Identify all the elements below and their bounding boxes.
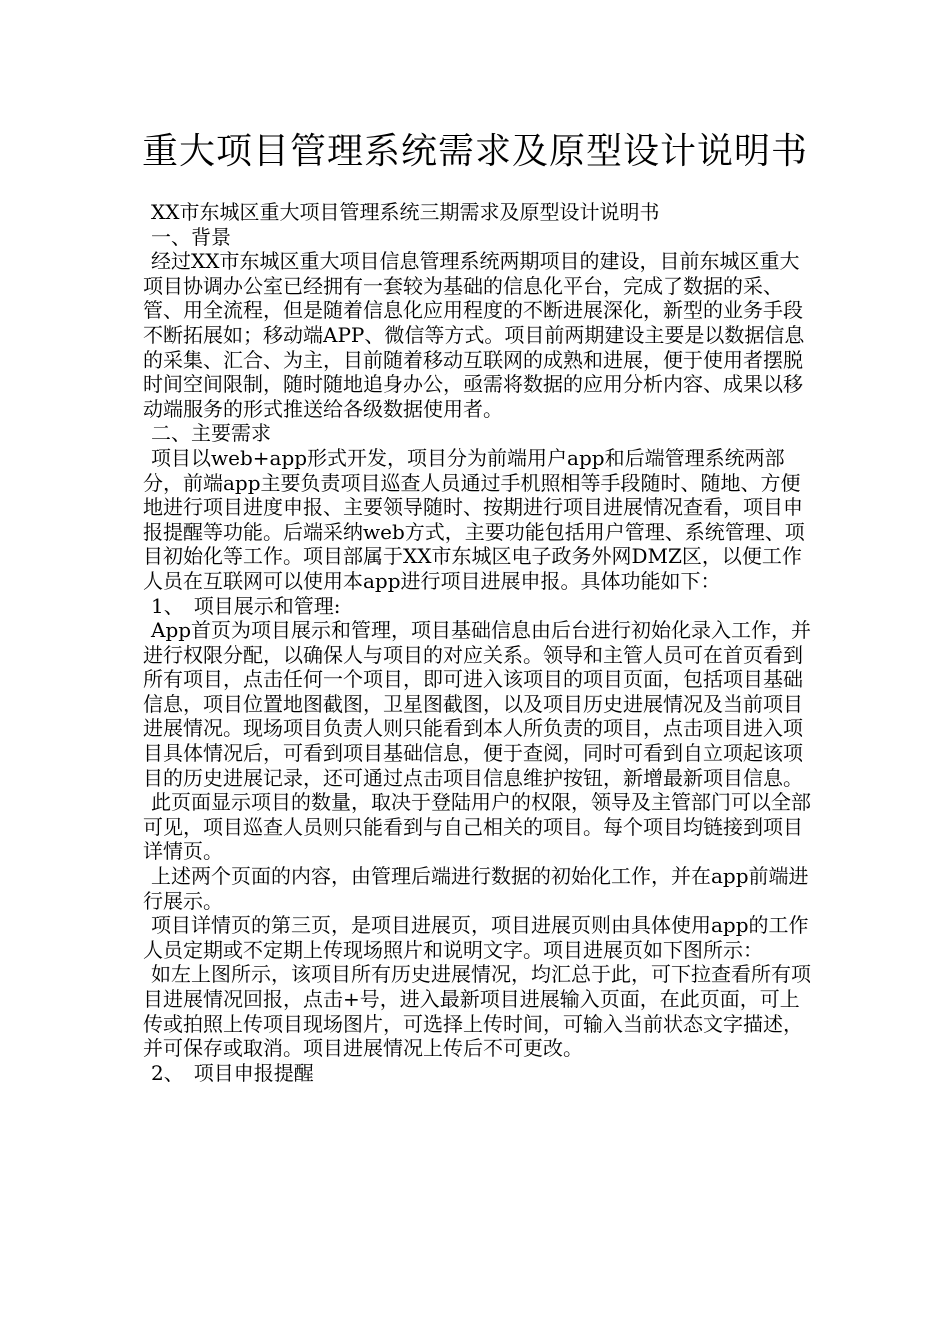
project-count-paragraph: 此页面显示项目的数量，取决于登陆用户的权限，领导及主管部门可以全部可见，项目巡查人员则只能看到与自己相关的项目。每个项目均链接到项目详情页。 bbox=[143, 790, 811, 864]
document-title: 重大项目管理系统需求及原型设计说明书 bbox=[141, 131, 808, 172]
progress-history-paragraph: 如左上图所示，该项目所有历史进展情况，均汇总于此，可下拉查看所有项目进展情况回报，点击+号，进入最新项目进展输入页面，在此页面，可上传或拍照上传项目现场图片，可选择上传时间，可输入当前状态文字描述，并可保存或取消。项目进展情况上传后不可更改。 bbox=[143, 962, 811, 1061]
subsection-heading-reminder: 2、 项目申报提醒 bbox=[151, 1060, 314, 1085]
progress-page-paragraph: 项目详情页的第三页，是项目进展页，项目进展页则由具体使用app的工作人员定期或不定期上传现场照片和说明文字。项目进展页如下图所示： bbox=[143, 913, 809, 962]
initialization-paragraph: 上述两个页面的内容，由管理后端进行数据的初始化工作，并在app前端进行展示。 bbox=[143, 864, 809, 913]
project-display-paragraph: App首页为项目展示和管理，项目基础信息由后台进行初始化录入工作，并进行权限分配，以确保人与项目的对应关系。领导和主管人员可在首页看到所有项目，点击任何一个项目，即可进入该项目的项目页面，包括项目基础信息，项目位置地图截图，卫星图截图，以及项目历史进展情况及当前项目进展情况。现场项目负责人则只能看到本人所负责的项目，点击项目进入项目具体情况后，可看到项目基础信息，便于查阅，同时可看到自立项起该项目的历史进展记录，还可通过点击项目信息维护按钮，新增最新项目信息。 bbox=[143, 618, 812, 790]
background-paragraph: 经过XX市东城区重大项目信息管理系统两期项目的建设，目前东城区重大项目协调办公室已经拥有一套较为基础的信息化平台，完成了数据的采、管、用全流程，但是随着信息化应用程度的不断进展深化，新型的业务手段不断拓展如；移动端APP、微信等方式。项目前两期建设主要是以数据信息的采集、汇合、为主，目前随着移动互联网的成熟和进展，便于使用者摆脱时间空间限制，随时随地追身办公，亟需将数据的应用分析内容、成果以移动端服务的形式推送给各级数据使用者。 bbox=[143, 249, 805, 421]
subtitle-paragraph: XX市东城区重大项目管理系统三期需求及原型设计说明书 bbox=[151, 200, 660, 224]
subsection-heading-project-display: 1、 项目展示和管理: bbox=[151, 593, 341, 618]
section-heading-background: 一、背景 bbox=[151, 224, 231, 249]
requirements-paragraph: 项目以web+app形式开发，项目分为前端用户app和后端管理系统两部分，前端app主要负责项目巡查人员通过手机照相等手段随时、随地、方便地进行项目进度申报、主要领导随时、按期进行项目进展情况查看，项目申报提醒等功能。后端采纳web方式，主要功能包括用户管理、系统管理、项目初始化等工作。项目部属于XX市东城区电子政务外网DMZ区，以便工作人员在互联网可以使用本app进行项目进展申报。具体功能如下： bbox=[143, 445, 805, 593]
section-heading-requirements: 二、主要需求 bbox=[151, 421, 271, 446]
document-body bbox=[143, 200, 815, 1085]
